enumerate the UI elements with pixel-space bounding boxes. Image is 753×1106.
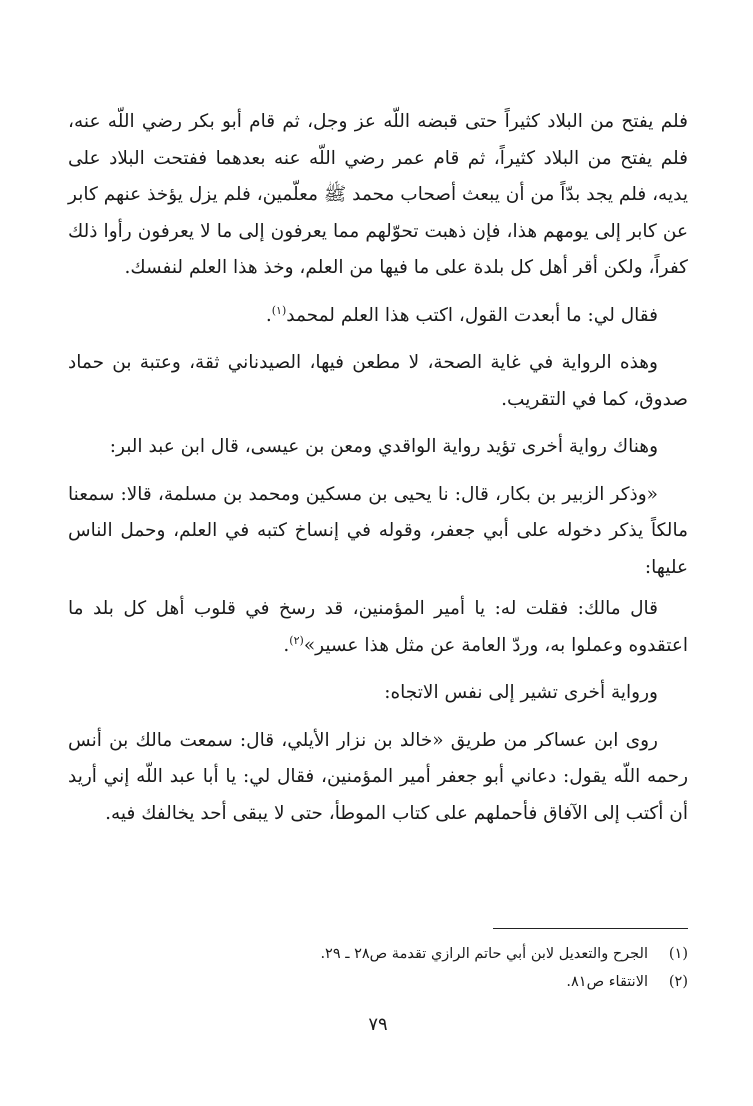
paragraph-text: «وذكر الزبير بن بكار، قال: نا يحيى بن مسكين ومحمد بن مسلمة، قالا: سمعنا مالكاً يذكر دخوله على أبي جعفر، وقوله في إنساخ كتبه في العلم، وحمل الناس عليها: <box>68 483 688 578</box>
footnote-divider <box>493 928 688 929</box>
page-number: ٧٩ <box>368 1014 388 1035</box>
footnote-number: (٢) <box>668 974 688 990</box>
paragraph <box>68 675 688 712</box>
footnotes <box>68 940 688 996</box>
paragraph-text: ورواية أخرى تشير إلى نفس الاتجاه: <box>384 682 658 703</box>
paragraph <box>68 104 688 287</box>
paragraph-text: قال مالك: فقلت له: يا أمير المؤمنين، قد رسخ في قلوب أهل كل بلد ما اعتقدوه وعملوا به، وردّ العامة عن مثل هذا عسير» <box>68 598 688 656</box>
footnote-text: الانتقاء ص٨١. <box>566 974 648 990</box>
paragraph-text: روى ابن عساكر من طريق «خالد بن نزار الأيلي، قال: سمعت مالك بن أنس رحمه اللّه يقول: دعاني أبو جعفر أمير المؤمنين، فقال لي: يا أبا عبد اللّه إني أريد أن أكتب إلى الآفاق فأحملهم على كتاب الموطأ، حتى لا يبقى أحد يخالفك فيه. <box>68 729 688 824</box>
footnote-mark: (١) <box>271 303 287 317</box>
body-text <box>68 104 688 843</box>
paragraph: قال مالك: فقلت له: يا أمير المؤمنين، قد رسخ في قلوب أهل كل بلد ما اعتقدوه وعملوا به، وردّ العامة عن مثل هذا عسير»$^{(٢)}$. <box>68 598 688 656</box>
paragraph <box>68 723 688 833</box>
footnote-item <box>68 940 688 968</box>
paragraph <box>68 429 688 466</box>
document-page <box>68 0 688 1106</box>
footnote-text: الجرح والتعديل لابن أبي حاتم الرازي تقدمة ص٢٨ ـ ٢٩. <box>320 946 648 962</box>
paragraph: فقال لي: ما أبعدت القول، اكتب هذا العلم لمحمد$^{(١)}$. <box>265 303 658 326</box>
paragraph-text: فقال لي: ما أبعدت القول، اكتب هذا العلم لمحمد <box>286 304 658 326</box>
paragraph-text: وهناك رواية أخرى تؤيد رواية الواقدي ومعن بن عيسى، قال ابن عبد البر: <box>109 436 658 457</box>
footnote-item <box>68 968 688 996</box>
footnote-number: (١) <box>668 946 688 962</box>
paragraph-text: فلم يفتح من البلاد كثيراً حتى قبضه اللّه عز وجل، ثم قام أبو بكر رضي اللّه عنه، فلم يفتح من البلاد كثيراً، ثم قام عمر رضي اللّه عنه بعدهما ففتحت البلاد على يديه، فلم يجد بدّاً من أن يبعث أصحاب محمد ﷺ معلّمين، فلم يزل يؤخذ عنهم كابر عن كابر إلى يومهم هذا، فإن ذهبت تحوّلهم مما يعرفون إلى ما لا يعرفون رأوا ذلك كفراً، ولكن أقر أهل كل بلدة على ما فيها من العلم، وخذ هذا العلم لنفسك. <box>68 111 688 278</box>
footnote-mark: (٢) <box>289 633 304 647</box>
paragraph-text: وهذه الرواية في غاية الصحة، لا مطعن فيها، الصيدناني ثقة، وعتبة بن حماد صدوق، كما في التقريب. <box>68 352 688 410</box>
paragraph <box>68 345 688 418</box>
paragraph <box>68 477 688 587</box>
